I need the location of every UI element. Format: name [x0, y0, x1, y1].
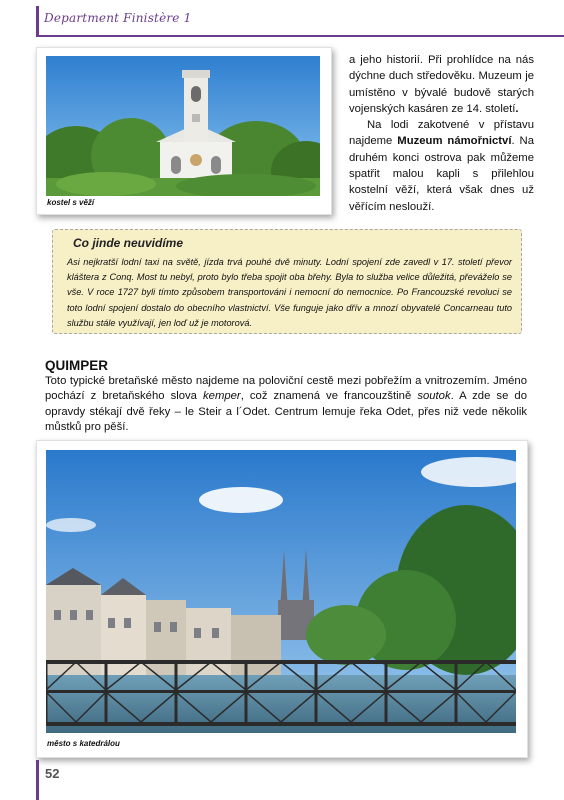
- page-number: 52: [45, 766, 60, 781]
- paragraph: [349, 52, 534, 117]
- paragraph-text: .: [515, 102, 519, 115]
- section-title: QUIMPER: [45, 358, 109, 373]
- city-photo: [46, 450, 516, 733]
- section-text-part: . A zde se do opravdy stékají dvě řeky – le Steir a l´Odet. Centrum lemuje řeka Odet, přes niž vede několik můstků pro pěší.: [45, 390, 527, 433]
- header-rule: [36, 35, 564, 37]
- text-column: [349, 52, 534, 215]
- page-header: [0, 0, 564, 38]
- paragraph-text: a jeho historií. Při prohlídce na nás dýchne duch středověku. Muzeum je umístěno v bývalé budově starých vojenských kasáren ze 14. století: [349, 54, 534, 115]
- info-box-text: Asi nejkratší lodní taxi na světě, jízda trvá pouhé dvě minuty. Lodní spojení zde zavedl v 17. století převor kláštera z Conq. Most tu nebyl, proto bylo třeba spojit oba břehy. Byla to služba velice důležitá, převáželo se vše. V roce 1727 byli tímto způsobem transportováni i nemocní do nemocnice. Po Francouzské revoluci se toto lodní spojení dostalo do obecního vlastnictví. Vše funguje jako dřív a mnozí obyvatelé Concarneau tuto službu stále využívají, jen loď už je motorová.: [67, 257, 512, 328]
- header-title: Department Finistère 1: [44, 11, 192, 25]
- section-text: [45, 374, 527, 435]
- photo-card-city: [36, 440, 528, 758]
- section-text-part: Toto typické bretaňské město najdeme na poloviční cestě mezi pobřežím a vnitrozemím. Jméno pochází z bretaňského slova: [45, 375, 527, 403]
- footer-accent-bar: [36, 760, 39, 800]
- photo-caption: kostel s věží: [47, 198, 95, 207]
- paragraph-text: . Na druhém konci ostrova pak můžeme spatřit malou kapli s přilehlou kostelní věží, která však dnes už věřícím neslouží.: [349, 135, 534, 213]
- section-text-part: , což znamená ve francouzštině: [240, 390, 418, 403]
- section-text-emphasis: kemper: [203, 390, 241, 403]
- museum-name: Muzeum námořnictví: [397, 135, 512, 148]
- paragraph-text: Na lodi zakotvené v přístavu najdeme: [349, 119, 534, 148]
- photo-caption: město s katedrálou: [47, 739, 120, 748]
- photo-card-church: [36, 47, 332, 215]
- info-box: [52, 229, 522, 334]
- header-accent-bar: [36, 6, 39, 36]
- section-text-emphasis: soutok: [417, 390, 451, 403]
- church-photo: [46, 56, 320, 196]
- paragraph: [349, 117, 534, 215]
- info-box-title: Co jinde neuvidíme: [73, 236, 184, 250]
